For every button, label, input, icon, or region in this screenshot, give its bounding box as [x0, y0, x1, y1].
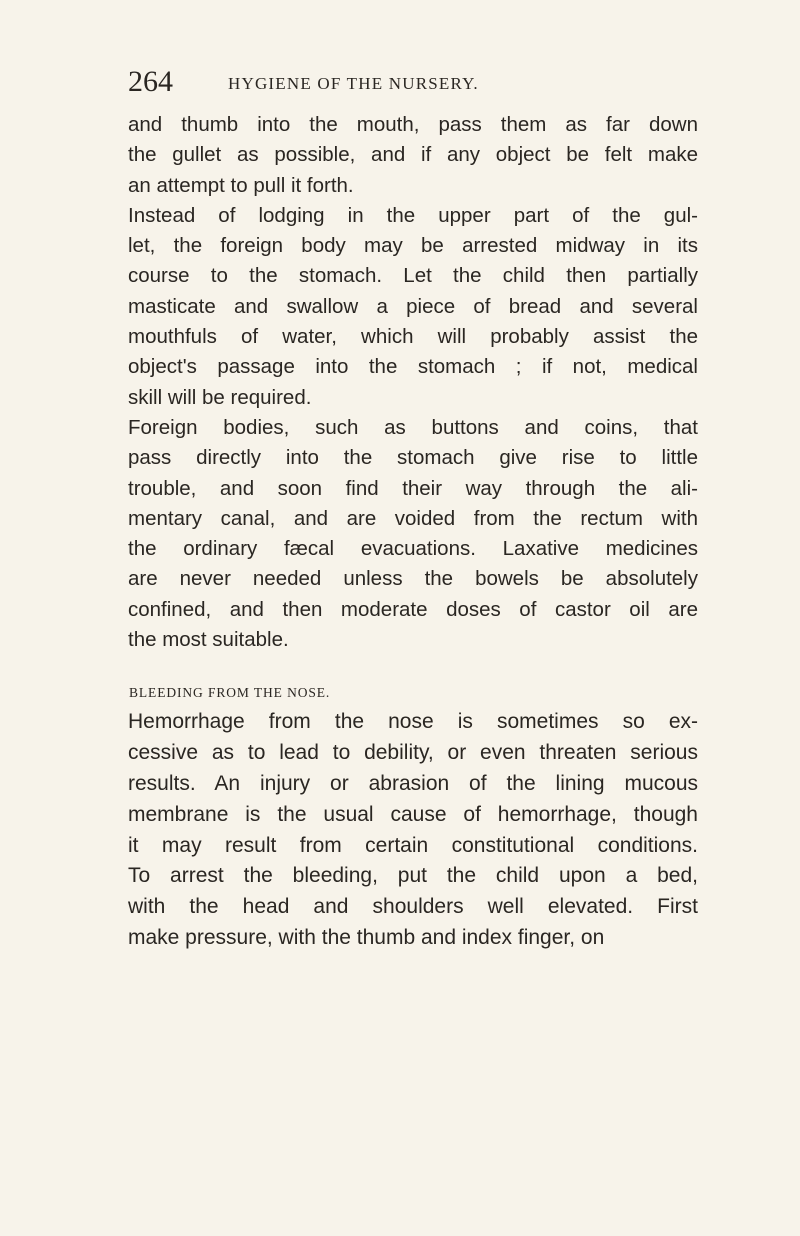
text-line: results. An injury or abrasion of the lining mucous [128, 771, 698, 795]
paragraph-2 [128, 201, 698, 413]
text-line: make pressure, with the thumb and index finger, on [128, 925, 605, 949]
text-line: trouble, and soon find their way through the ali- [128, 476, 698, 500]
text-line: cessive as to lead to debility, or even threaten serious [128, 741, 698, 765]
text-line: and thumb into the mouth, pass them as far down [128, 113, 698, 136]
text-line: course to the stomach. Let the child then partially [128, 264, 698, 288]
text-line: with the head and shoulders well elevated. First [128, 895, 698, 919]
text-line: masticate and swallow a piece of bread and several [128, 294, 698, 318]
paragraph-3 [128, 413, 698, 655]
text-line: mouthfuls of water, which will probably assist the [128, 325, 698, 349]
text-line: skill will be required. [128, 385, 312, 409]
section-heading: BLEEDING FROM THE NOSE. [129, 685, 331, 701]
running-head [128, 62, 688, 102]
text-line: membrane is the usual cause of hemorrhage, though [128, 802, 698, 826]
text-line: Hemorrhage from the nose is sometimes so ex- [128, 710, 698, 734]
text-line: it may result from certain constitutional conditions. [128, 833, 698, 857]
text-line: the gullet as possible, and if any object be felt make [128, 143, 698, 167]
paragraph-1 [128, 110, 698, 201]
text-line: confined, and then moderate doses of castor oil are [128, 597, 698, 621]
text-line: pass directly into the stomach give rise to little [128, 446, 698, 470]
page-number: 264 [128, 65, 173, 98]
text-line: the ordinary fæcal evacuations. Laxative medicines [128, 537, 698, 561]
text-line: let, the foreign body may be arrested midway in its [128, 234, 698, 258]
paragraph-4 [128, 707, 698, 953]
text-line: are never needed unless the bowels be absolutely [128, 567, 698, 591]
text-line: the most suitable. [128, 628, 289, 652]
text-line: To arrest the bleeding, put the child upon a bed, [128, 864, 698, 888]
text-line: an attempt to pull it forth. [128, 173, 354, 197]
text-line: mentary canal, and are voided from the rectum with [128, 506, 698, 530]
body-text [128, 110, 698, 954]
text-line: Instead of lodging in the upper part of the gul- [128, 203, 698, 227]
running-title: HYGIENE OF THE NURSERY. [228, 74, 479, 93]
text-line: object's passage into the stomach ; if not, medical [128, 355, 698, 379]
text-line: Foreign bodies, such as buttons and coins, that [128, 415, 698, 439]
